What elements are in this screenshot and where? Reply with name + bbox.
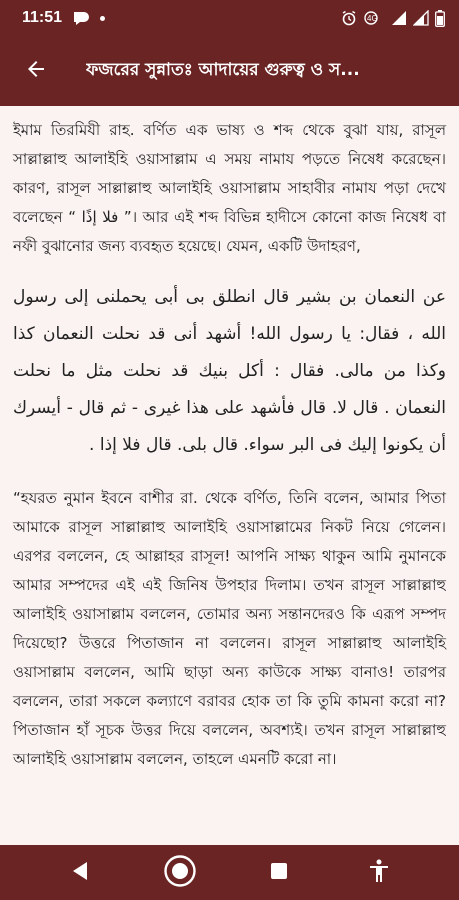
back-button[interactable]	[14, 49, 58, 93]
nav-recents-button[interactable]	[257, 851, 301, 895]
app-bar	[0, 36, 459, 106]
signal-icon-2	[413, 10, 429, 26]
article-paragraph-2: “হযরত নুমান ইবনে বাশীর রা. থেকে বর্ণিত, তিনি বলেন, আমার পিতা আমাকে রাসূল সাল্লাল্লাহু আলাইহি ওয়াসাল্লামের নিকট নিয়ে গেলেন। এরপর বললেন, হে আল্লাহর রাসূল! আপনি সাক্ষ্য থাকুন আমি নুমানকে আমার সম্পদের এই এই জিনিষ উপহার দিলাম। তখন রাসূল সাল্লাল্লাহু আলাইহি ওয়াসাল্লাম বললেন, তোমার অন্য সন্তানদেরও কি এরূপ সম্পদ দিয়েছো? উত্তরে পিতাজান না বললেন। রাসূল সাল্লাল্লাহু আলাইহি ওয়াসাল্লাম বললেন, আমি ছাড়া অন্য কাউকে সাক্ষ্য বানাও! তারপর বললেন, তারা সকলে কল্যাণে বরাবর হোক তা কি তুমি কামনা করো না? পিতাজান হাঁ সূচক উত্তর দিয়ে বললেন, অবশ্যই। তখন রাসূল সাল্লাল্লাহু আলাইহি ওয়াসাল্লাম বললেন, তাহলে এমনটি করো না।	[13, 489, 446, 768]
nav-accessibility-button[interactable]	[357, 851, 401, 895]
article-paragraph-1: ইমাম তিরমিযী রাহ. বর্ণিত এক ভাষ্য ও শব্দ থেকে বুঝা যায়, রাসূল সাল্লাল্লাহু আলাইহি ওয়াসাল্লাম এ সময় নামায পড়তে নিষেধ করেছেন। কারণ, রাসূল সাল্লাল্লাহু আলাইহি ওয়াসাল্লাম সাহাবীর নামায পড়া দেখে বলেছেন “ فلا إذًا ”। আর এই শব্দ বিভিন্ন হাদীসে কোনো কাজ নিষেধ বা নফী বুঝানোর জন্য ব্যবহৃত হয়েছে। যেমন, একটি উদাহরণ,	[13, 121, 446, 255]
signal-icon	[391, 10, 407, 26]
status-time: 11:51	[22, 9, 63, 26]
arabic-hadith-quote: عن النعمان بن بشير قال انطلق بى أبى يحملنى إلى رسول الله ، فقال: يا رسول الله! أشهد أنى قد نحلت النعمان كذا وكذا من مالى. فقال : أكل بنيك قد نحلت مثل ما نحلت النعمان . قال لا. قال فأشهد على هذا غيرى - ثم قال - أيسرك أن يكونوا إليك فى البر سواء. قال بلى. قال فلا إذا .	[13, 287, 446, 455]
notification-icon	[72, 10, 90, 26]
back-triangle-icon	[71, 861, 89, 885]
accessibility-icon	[368, 859, 390, 887]
recents-square-icon	[270, 862, 288, 884]
nav-back-button[interactable]	[58, 851, 102, 895]
arrow-back-icon	[24, 57, 48, 85]
volte-label: 4G	[367, 14, 378, 23]
status-bar	[0, 0, 459, 36]
battery-icon	[435, 10, 445, 27]
system-nav-bar	[0, 845, 459, 900]
home-circle-icon	[163, 854, 197, 892]
alarm-icon	[341, 10, 357, 26]
page-title: ফজরের সুন্নাতঃ আদায়ের গুরুত্ব ও স...	[86, 60, 360, 80]
notification-dot-icon	[100, 16, 105, 21]
volte-icon	[363, 10, 385, 26]
nav-home-button[interactable]	[158, 851, 202, 895]
article-content[interactable]	[0, 106, 459, 845]
